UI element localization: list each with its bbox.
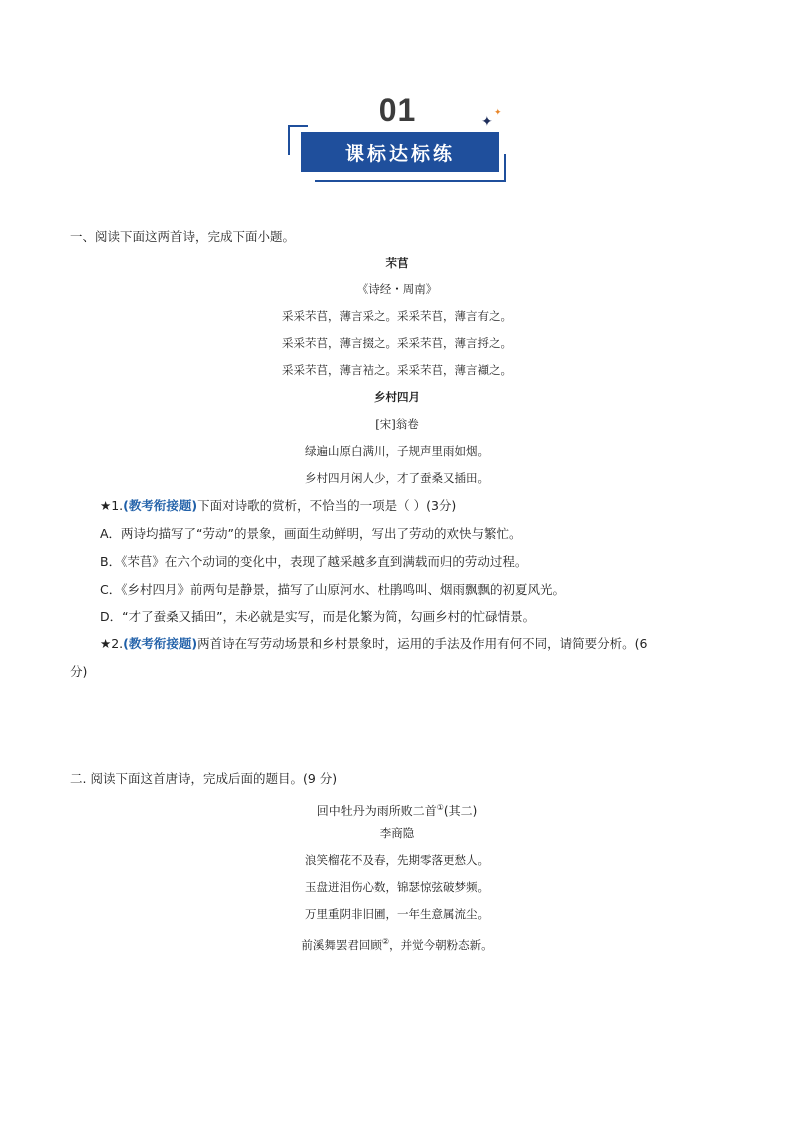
poem-title-suffix: (其二) [443, 804, 478, 818]
question-number: 2. [111, 636, 124, 651]
option-a: A．两诗均描写了“劳动”的景象，画面生动鲜明，写出了劳动的欢快与繁忙。 [100, 526, 522, 541]
bracket-decoration [288, 125, 308, 127]
poem-title: 芣苢 [385, 256, 409, 270]
option-d: D．“才了蚕桑又插田”，未必就是实写，而是化繁为简，勾画乡村的忙碌情景。 [100, 609, 536, 624]
poem-line-text: ，并觉今朝粉态新。 [389, 937, 493, 952]
poem-line: 浪笑榴花不及春，先期零落更愁人。 [305, 853, 489, 867]
poem-author: [宋]翁卷 [375, 417, 419, 431]
poem-line: 玉盘迸泪伤心数，锦瑟惊弦破梦频。 [305, 880, 489, 894]
star-icon: ★ [100, 636, 112, 651]
question-text: 两首诗在写劳动场景和乡村景象时，运用的手法及作用有何不同，请简要分析。(6 [197, 636, 648, 651]
section-heading: 二. 阅读下面这首唐诗，完成后面的题目。(9 分) [70, 771, 338, 786]
poem-source: 《诗经・周南》 [356, 282, 438, 296]
poem-title-text: 回中牡丹为雨所败二首 [316, 804, 437, 818]
question-2 [100, 636, 647, 652]
poem-line: 乡村四月闲人少，才了蚕桑又插田。 [305, 471, 489, 485]
sparkle-icon: ✦ [481, 114, 493, 130]
question-1 [100, 498, 456, 514]
poem-line: 采采芣苢，薄言掇之。采采芣苢，薄言捋之。 [282, 336, 512, 350]
poem-line: 绿遍山原白满川，子规声里雨如烟。 [305, 444, 489, 458]
bracket-decoration [315, 180, 506, 182]
sparkle-icon: ✦ [494, 108, 502, 118]
section-heading: 一、阅读下面这两首诗，完成下面小题。 [70, 229, 296, 244]
section-number: 01 [378, 92, 417, 128]
footnote-marker: ② [381, 937, 390, 946]
question-number: 1. [111, 498, 124, 513]
poem-title [0, 800, 794, 819]
poem-line: 采采芣苢，薄言采之。采采芣苢，薄言有之。 [282, 309, 512, 323]
option-c: C．《乡村四月》前两句是静景，描写了山原河水、杜鹃鸣叫、烟雨飘飘的初夏风光。 [100, 582, 565, 597]
poem-line-text: 前溪舞罢君回顾 [301, 937, 382, 952]
star-icon: ★ [100, 498, 112, 513]
poem-author: 李商隐 [379, 826, 415, 840]
section-banner [285, 92, 510, 184]
bracket-decoration [288, 125, 290, 155]
poem-title: 乡村四月 [374, 390, 420, 404]
section-title: 课标达标练 [301, 132, 499, 172]
bracket-decoration [504, 154, 506, 182]
question-text-continued: 分) [70, 664, 88, 679]
poem-line [0, 934, 794, 953]
question-text: 下面对诗歌的赏析，不恰当的一项是（ ）(3分) [197, 498, 457, 513]
option-b: B．《芣苢》在六个动词的变化中，表现了越采越多直到满载而归的劳动过程。 [100, 554, 528, 569]
question-tag: (教考衔接题) [123, 498, 198, 513]
poem-line: 采采芣苢，薄言袺之。采采芣苢，薄言襭之。 [282, 363, 512, 377]
poem-line: 万里重阴非旧圃，一年生意属流尘。 [305, 907, 489, 921]
question-tag: (教考衔接题) [123, 636, 198, 651]
footnote-marker: ① [436, 803, 444, 812]
